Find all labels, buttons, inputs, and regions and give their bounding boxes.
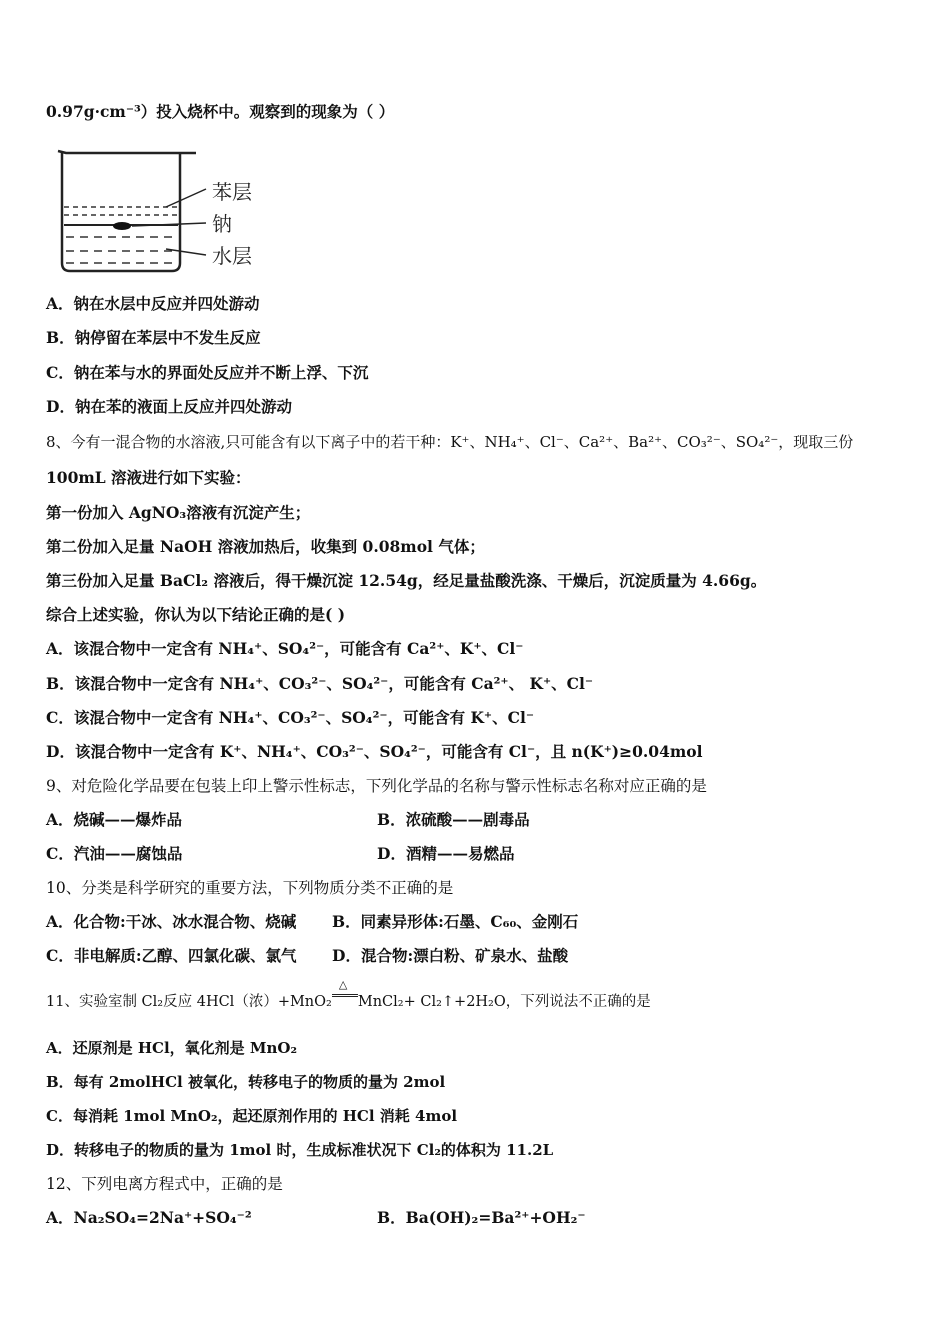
q8-experiment-3: 第三份加入足量 BaCl₂ 溶液后，得干燥沉淀 12.54g，经足量盐酸洗涤、干燥后，沉淀质量为 4.66g。 [46, 571, 767, 590]
q11-stem-pre: 11、实验室制 Cl₂反应 4HCl（浓）+MnO₂ [46, 994, 332, 1010]
q9-stem: 9、对危险化学品要在包装上印上警示性标志，下列化学品的名称与警示性标志名称对应正确的是 [46, 777, 707, 795]
q12-option-b: B．Ba(OH)₂=Ba²⁺+OH₂⁻ [377, 1208, 586, 1227]
q7-stem: 0.97g·cm⁻³）投入烧杯中。观察到的现象为（ ） [46, 102, 395, 121]
q11-option-a: A．还原剂是 HCl，氧化剂是 MnO₂ [46, 1039, 298, 1057]
q11-stem [46, 978, 651, 1012]
q10-option-d: D．混合物:漂白粉、矿泉水、盐酸 [332, 946, 569, 965]
q12-stem: 12、下列电离方程式中，正确的是 [46, 1175, 283, 1193]
q7-option-d: D．钠在苯的液面上反应并四处游动 [46, 397, 292, 416]
q8-option-c: C．该混合物中一定含有 NH₄⁺、CO₃²⁻、SO₄²⁻，可能含有 K⁺、Cl⁻ [46, 708, 535, 727]
label-sodium: 钠 [212, 212, 232, 236]
q8-experiment-2: 第二份加入足量 NaOH 溶液加热后，收集到 0.08mol 气体； [46, 537, 485, 556]
q10-option-c: C．非电解质:乙醇、四氯化碳、氯气 [46, 946, 297, 965]
q8-stem-2: 100mL 溶液进行如下实验： [46, 468, 251, 487]
beaker-figure [56, 145, 276, 280]
q11-option-d: D．转移电子的物质的量为 1mol 时，生成标准状况下 Cl₂的体积为 11.2L [46, 1141, 554, 1159]
q9-option-c: C．汽油——腐蚀品 [46, 844, 183, 863]
q8-experiment-1: 第一份加入 AgNO₃溶液有沉淀产生； [46, 503, 311, 522]
reaction-arrow [332, 978, 358, 1012]
q10-option-a: A．化合物:干冰、冰水混合物、烧碱 [46, 912, 297, 931]
label-benzene: 苯层 [212, 180, 252, 204]
q9-option-b: B．浓硫酸——剧毒品 [377, 810, 530, 829]
label-water: 水层 [212, 244, 252, 268]
q9-option-d: D．酒精——易燃品 [377, 844, 515, 863]
q8-question: 综合上述实验，你认为以下结论正确的是( ) [46, 605, 346, 624]
sodium-lump [113, 222, 131, 230]
q7-option-b: B．钠停留在苯层中不发生反应 [46, 328, 261, 347]
q11-option-b: B．每有 2molHCl 被氧化，转移电子的物质的量为 2mol [46, 1073, 446, 1091]
q7-option-a: A．钠在水层中反应并四处游动 [46, 294, 260, 313]
q10-stem: 10、分类是科学研究的重要方法，下列物质分类不正确的是 [46, 879, 454, 897]
q7-option-c: C．钠在苯与水的界面处反应并不断上浮、下沉 [46, 363, 369, 382]
q11-stem-post: MnCl₂+ Cl₂↑+2H₂O，下列说法不正确的是 [357, 994, 651, 1010]
heat-condition: △ [338, 978, 348, 991]
q8-stem-1: 8、今有一混合物的水溶液,只可能含有以下离子中的若干种：K⁺、NH₄⁺、Cl⁻、Ca²⁺、Ba²⁺、CO₃²⁻、SO₄²⁻，现取三份 [46, 433, 854, 451]
q10-option-b: B．同素异形体:石墨、C₆₀、金刚石 [332, 912, 579, 931]
q8-option-a: A．该混合物中一定含有 NH₄⁺、SO₄²⁻，可能含有 Ca²⁺、K⁺、Cl⁻ [46, 639, 524, 658]
q12-option-a: A．Na₂SO₄=2Na⁺+SO₄⁻² [46, 1208, 252, 1227]
q8-option-b: B．该混合物中一定含有 NH₄⁺、CO₃²⁻、SO₄²⁻，可能含有 Ca²⁺、 K⁺、Cl⁻ [46, 674, 594, 693]
q8-option-d: D．该混合物中一定含有 K⁺、NH₄⁺、CO₃²⁻、SO₄²⁻，可能含有 Cl⁻，且 n(K⁺)≥0.04mol [46, 742, 703, 761]
q11-option-c: C．每消耗 1mol MnO₂，起还原剂作用的 HCl 消耗 4mol [46, 1107, 458, 1125]
q9-option-a: A．烧碱——爆炸品 [46, 810, 183, 829]
